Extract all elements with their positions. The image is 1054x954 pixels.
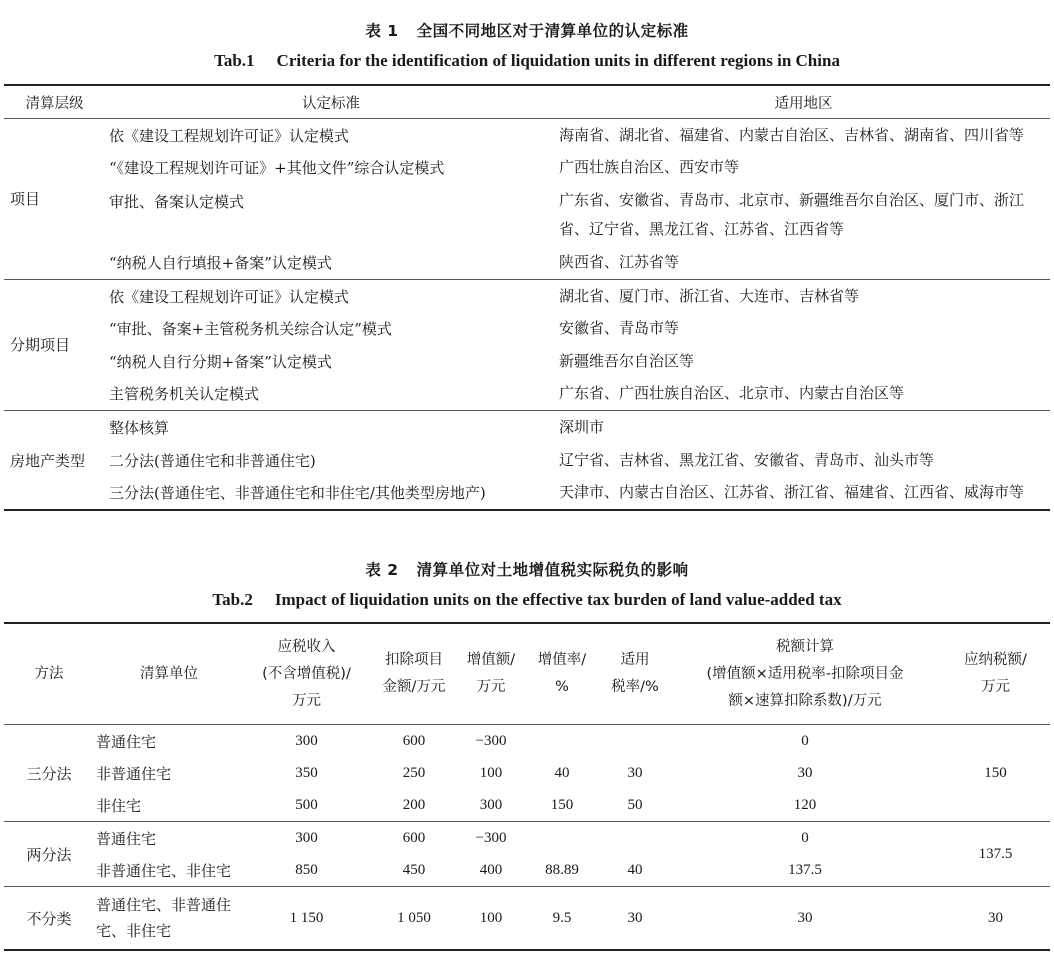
table2-title-en: Impact of liquidation units on the effective tax burden of land value-added tax <box>274 590 842 609</box>
table2 <box>4 622 1050 951</box>
table2-revenue-cell: 350 <box>295 764 318 781</box>
table2-rate-cell: 88.89 <box>545 861 579 878</box>
table2-increment-cell: −300 <box>475 829 507 846</box>
table1-row <box>4 312 1050 345</box>
table2-tax-rate-cell: 50 <box>627 796 643 813</box>
table2-calc-cell: 30 <box>797 909 813 926</box>
table2-calc-cell: 120 <box>793 796 817 813</box>
table1-row <box>4 119 1050 152</box>
table2-header-rate: 增值率/ % <box>537 652 587 695</box>
table2-rate-cell: 150 <box>550 796 574 813</box>
table2-tax-rate-cell <box>601 725 669 758</box>
table2-header-increment: 增值额/ 万元 <box>466 652 516 695</box>
table1-header-region: 适用地区 <box>774 95 833 112</box>
table1-standard-cell: 三分法(普通住宅、非普通住宅和非住宅/其他类型房地产) <box>109 484 486 503</box>
table2-header-deduction: 扣除项目 金额/万元 <box>382 652 446 695</box>
table1-title-cn: 全国不同地区对于清算单位的认定标准 <box>416 22 689 40</box>
table1-row <box>4 246 1050 279</box>
table1-caption-cn <box>0 19 1054 41</box>
table1-row <box>4 279 1050 312</box>
table1-caption-en <box>0 51 1054 71</box>
table2-header-unit: 清算单位 <box>140 665 198 682</box>
table1-region-cell: 辽宁省、吉林省、黑龙江省、安徽省、青岛市、汕头市等 <box>559 450 935 469</box>
table1-region-cell: 安徽省、青岛市等 <box>559 319 680 338</box>
table2-rate-cell: 40 <box>554 764 570 781</box>
table2-payable-cell: 137.5 <box>978 845 1013 862</box>
table2-caption-en <box>0 590 1054 610</box>
table1-region-cell: 广东省、安徽省、青岛市、北京市、新疆维吾尔自治区、厦门市、浙江省、辽宁省、黑龙江省、江苏省、江西省等 <box>559 191 1025 239</box>
table1-standard-cell: 依《建设工程规划许可证》认定模式 <box>109 126 350 145</box>
table1-standard-cell: “纳税人自行分期+备案”认定模式 <box>109 352 332 371</box>
table2-method-cell: 两分法 <box>26 845 72 864</box>
table1-level-cell: 分期项目 <box>10 336 71 355</box>
table2-payable-cell: 30 <box>988 909 1003 926</box>
table2-row <box>4 789 1050 822</box>
table2-tax-rate-cell: 40 <box>627 861 643 878</box>
table2-unit-cell: 普通住宅、非普通住宅、非住宅 <box>96 896 232 940</box>
table1-region-cell: 天津市、内蒙古自治区、江苏省、浙江省、福建省、江西省、威海市等 <box>559 483 1025 502</box>
table2-deduction-cell: 200 <box>402 796 426 813</box>
table2-method-cell: 三分法 <box>26 764 72 783</box>
table1-region-cell: 海南省、湖北省、福建省、内蒙古自治区、吉林省、湖南省、四川省等 <box>559 125 1025 144</box>
table2-revenue-cell: 1 150 <box>289 909 324 926</box>
table2-rate-cell: 9.5 <box>552 909 572 926</box>
table1 <box>4 84 1050 511</box>
table2-payable-cell: 150 <box>984 764 1007 781</box>
table1-standard-cell: 依《建设工程规划许可证》认定模式 <box>109 287 350 306</box>
table2-deduction-cell: 450 <box>402 861 426 878</box>
table1-standard-cell: 审批、备案认定模式 <box>109 193 245 212</box>
table1-row <box>4 378 1050 411</box>
table2-revenue-cell: 300 <box>295 732 318 749</box>
table1-row <box>4 345 1050 378</box>
table2-header-calc: 税额计算 (增值额×适用税率-扣除项目金 额×速算扣除系数)/万元 <box>706 638 904 709</box>
table2-deduction-cell: 1 050 <box>397 909 431 926</box>
table2-number-cn: 表 2 <box>365 561 399 579</box>
table2-row <box>4 822 1050 855</box>
table2-unit-cell: 非普通住宅 <box>96 764 172 783</box>
table2-increment-cell: 100 <box>479 909 503 926</box>
table2-calc-cell: 0 <box>801 829 809 846</box>
table2-tax-rate-cell <box>601 822 669 855</box>
table1-standard-cell: “审批、备案+主管税务机关综合认定”模式 <box>109 320 392 339</box>
table2-unit-cell: 非普通住宅、非住宅 <box>96 861 232 880</box>
table1-level-cell: 项目 <box>10 190 41 209</box>
table2-tax-rate-cell: 30 <box>627 764 643 781</box>
table2-row <box>4 725 1050 758</box>
table2-title-cn: 清算单位对土地增值税实际税负的影响 <box>416 561 689 579</box>
table1-row <box>4 411 1050 444</box>
table1-row <box>4 152 1050 185</box>
table2-revenue-cell: 500 <box>295 796 318 813</box>
table2-unit-cell: 非住宅 <box>96 796 142 815</box>
table1-standard-cell: 主管税务机关认定模式 <box>109 385 260 404</box>
table1-header-standard: 认定标准 <box>302 95 360 112</box>
table2-row <box>4 854 1050 887</box>
table1-number-cn: 表 1 <box>365 22 399 40</box>
table2-increment-cell: 100 <box>479 764 503 781</box>
table2-header-tax-rate: 适用 税率/% <box>611 652 659 695</box>
table2-header-row <box>4 623 1050 725</box>
table2-rate-cell <box>523 822 601 855</box>
table1-region-cell: 湖北省、厦门市、浙江省、大连市、吉林省等 <box>559 286 860 305</box>
table1-region-cell: 广西壮族自治区、西安市等 <box>559 158 740 177</box>
table2-header-revenue: 应税收入 (不含增值税)/ 万元 <box>262 638 351 709</box>
table2-deduction-cell: 600 <box>402 829 426 846</box>
table1-level-cell: 房地产类型 <box>10 451 86 470</box>
table2-method-cell: 不分类 <box>26 909 72 928</box>
table1-row <box>4 476 1050 510</box>
table2-header-method: 方法 <box>34 665 64 682</box>
table1-region-cell: 陕西省、江苏省等 <box>559 252 680 271</box>
table2-increment-cell: 300 <box>479 796 503 813</box>
table1-header-level: 清算层级 <box>25 95 84 112</box>
table2-caption-cn <box>0 558 1054 580</box>
table2-tax-rate-cell: 30 <box>627 909 643 926</box>
table2-row <box>4 757 1050 789</box>
table1-title-en: Criteria for the identification of liquidation units in different regions in China <box>276 51 840 70</box>
table1-region-cell: 深圳市 <box>559 417 605 436</box>
table1-standard-cell: “《建设工程规划许可证》+其他文件”综合认定模式 <box>109 159 445 178</box>
table2-revenue-cell: 850 <box>295 861 318 878</box>
table1-region-cell: 广东省、广西壮族自治区、北京市、内蒙古自治区等 <box>559 384 905 403</box>
table2-calc-cell: 137.5 <box>788 861 822 878</box>
table1-row <box>4 444 1050 477</box>
table2-header-payable: 应纳税额/ 万元 <box>964 652 1027 695</box>
table2-deduction-cell: 250 <box>402 764 426 781</box>
table2-row <box>4 887 1050 951</box>
table2-calc-cell: 30 <box>797 764 813 781</box>
table1-region-cell: 新疆维吾尔自治区等 <box>559 351 695 370</box>
table2-rate-cell <box>523 725 601 758</box>
table1-standard-cell: “纳税人自行填报+备案”认定模式 <box>109 253 332 272</box>
table1-header-row <box>4 85 1050 119</box>
table2-unit-cell: 普通住宅 <box>96 829 157 848</box>
table2-revenue-cell: 300 <box>295 829 318 846</box>
table1-number-en: Tab.1 <box>214 51 255 70</box>
table2-calc-cell: 0 <box>801 732 809 749</box>
table2-increment-cell: −300 <box>475 732 507 749</box>
table2-increment-cell: 400 <box>479 861 503 878</box>
table2-number-en: Tab.2 <box>212 590 253 609</box>
table1-standard-cell: 整体核算 <box>109 418 170 437</box>
table2-unit-cell: 普通住宅 <box>96 732 157 751</box>
table1-standard-cell: 二分法(普通住宅和非普通住宅) <box>109 451 316 470</box>
table2-deduction-cell: 600 <box>402 732 426 749</box>
